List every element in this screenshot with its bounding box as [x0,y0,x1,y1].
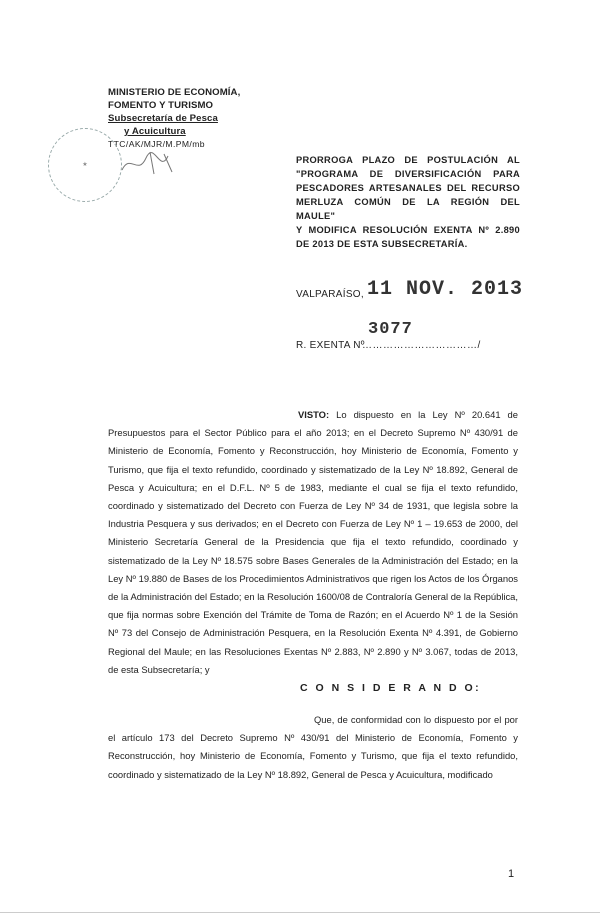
title-line: PESCADORES ARTESANALES DEL RECURSO [296,183,520,193]
title-line: "PROGRAMA DE DIVERSIFICACIÓN PARA [296,169,520,179]
resolution-number: 3077 [368,320,413,339]
ministry-header [108,86,240,151]
ministry-line-3: Subsecretaría de Pesca [108,113,218,124]
resolution-dots: ……………………………/ [362,340,481,351]
ministry-line-2: FOMENTO Y TURISMO [108,100,214,111]
title-line: MERLUZA COMÚN DE LA REGIÓN DEL MAULE" [296,197,520,221]
resolution-label: R. EXENTA Nº [296,340,365,351]
official-seal-stamp [48,128,122,202]
signature-scribble [120,148,200,178]
resolution-title [296,153,520,251]
considerando-heading: C O N S I D E R A N D O: [300,682,482,694]
visto-label: VISTO: [298,409,330,420]
ministry-line-4: y Acuicultura [124,126,186,137]
reference-initials: TTC/AK/MJR/M.PM/mb [108,139,205,149]
title-line: DE 2013 DE ESTA SUBSECRETARÍA. [296,239,468,249]
visto-text: Lo dispuesto en la Ley Nº 20.641 de Presupuestos para el Sector Público para el año 2013; en el Decreto Supremo Nº 430/91 de Ministerio de Economía, Fomento y Reconstrucción, hoy Ministerio de Economía, Fomento y Turismo, que fija el texto refundido, coordinado y sistematizado de la Ley Nº 18.892, General de Pesca y Acuicultura; en el D.F.L. Nº 5 de 1983, mediante el cual se fija el texto refundido, coordinado y sistematizado del Decreto con Fuerza de Ley Nº 34 de 1931, que legisla sobre la Industria Pesquera y sus derivados; en el Decreto con Fuerza de Ley Nº 1 – 19.653 de 2000, del Ministerio Secretaría General de la Presidencia que fija el texto refundido, coordinado y sistematizado de la Ley Nº 18.575 sobre Bases Generales de la Administración del Estado; en la Ley Nº 19.880 de Bases de los Procedimientos Administrativos que rigen los Actos de los Órganos de la Administración del Estado; en la Resolución 1600/08 de Contraloría General de la República, que fija normas sobre Exención del Trámite de Toma de Razón; en el Acuerdo Nº 1 de la Sesión Nº 73 del Consejo de Administración Pesquera, en la Resolución Exenta Nº 4.391, de Gobierno Regional del Maule; en las Resoluciones Exentas Nº 2.883, Nº 2.890 y Nº 3.067, todas de 2013, de esta Subsecretaría; y [108,409,518,675]
visto-paragraph [108,406,518,679]
title-line: Y MODIFICA RESOLUCIÓN EXENTA Nº 2.890 [296,225,520,235]
title-line: PRORROGA PLAZO DE POSTULACIÓN AL [296,155,520,165]
considerando-paragraph: Que, de conformidad con lo dispuesto por el por el artículo 173 del Decreto Supremo Nº 430/91 del Ministerio de Economía, Fomento y Reconstrucción, hoy Ministerio de Economía, Fomento y Turismo, que fija el texto refundido, coordinado y sistematizado de la Ley Nº 18.892, General de Pesca y Acuicultura, modificado [108,714,518,780]
page-bottom-edge [0,912,600,913]
ministry-line-1: MINISTERIO DE ECONOMÍA, [108,87,241,98]
page-number: 1 [508,868,515,880]
seal-image: ★ [82,161,88,168]
date-stamp: 11 NOV. 2013 [367,278,524,301]
place-label: VALPARAÍSO, [296,289,364,300]
